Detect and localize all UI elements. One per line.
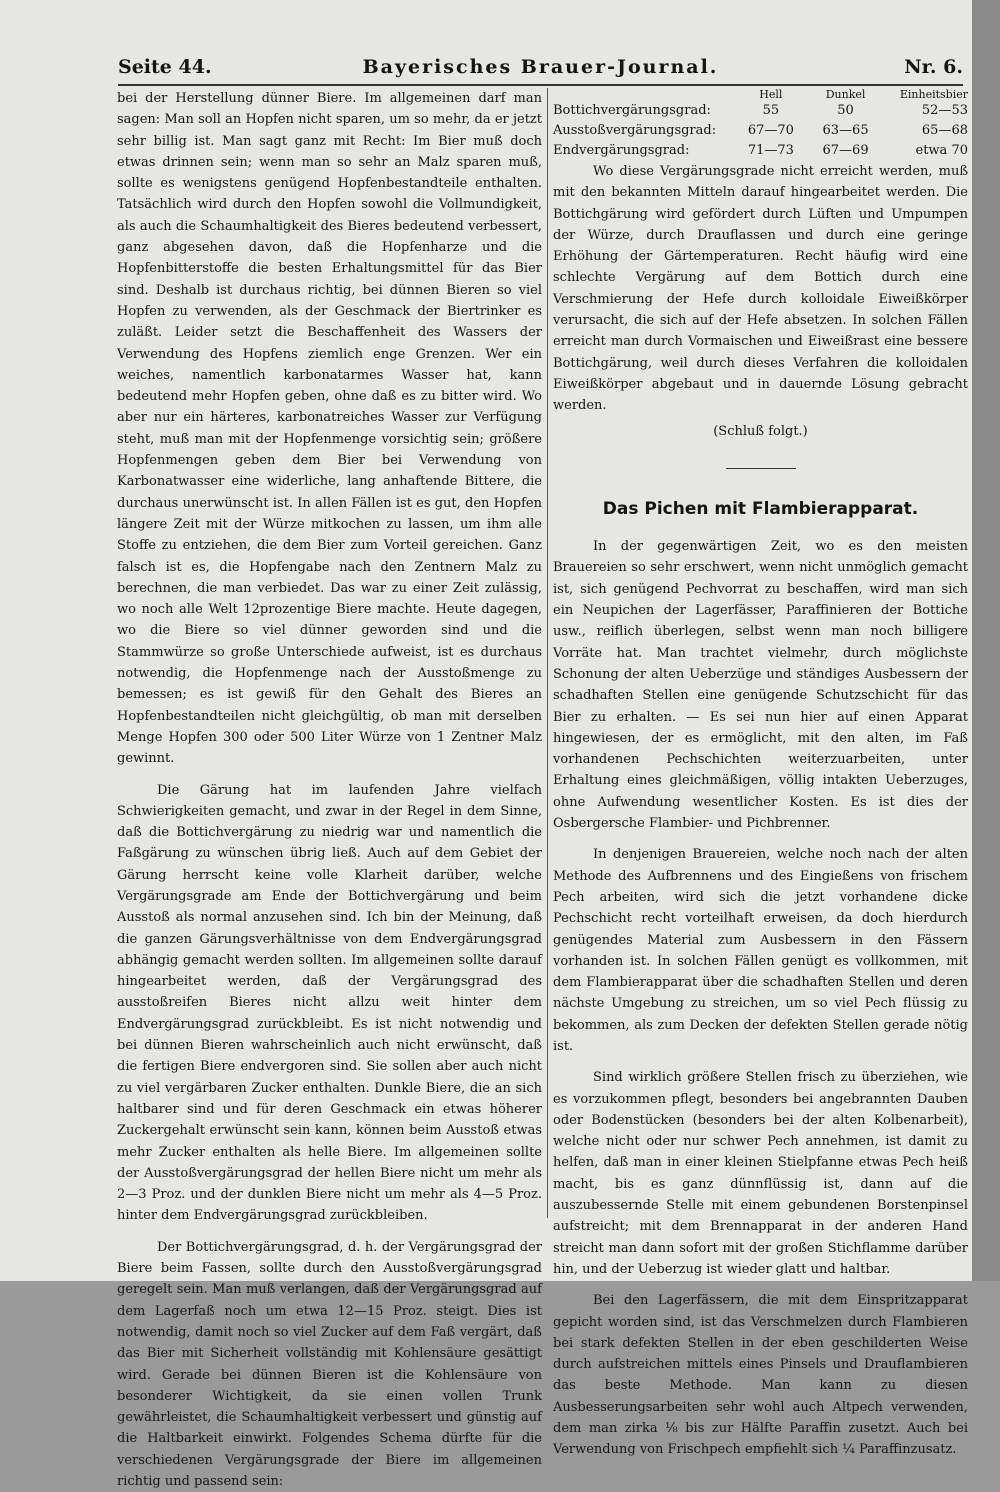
left-column <box>117 88 542 1492</box>
right-column <box>553 88 968 1461</box>
left-paragraph-3: Der Bottichvergärungsgrad, d. h. der Vergärungsgrad der Biere beim Fassen, sollte durch den Ausstoßvergärungsgrad geregelt sein. Man muß verlangen, daß der Vergärungsgrad auf dem Lagerfaß noch um etwa 12—15 Proz. steigt. Dies ist notwendig, damit noch so viel Zucker auf dem Faß vergärt, daß das Bier mit Sicherheit vollständig mit Kohlensäure gesättigt wird. Gerade bei dünnen Bieren ist die Kohlensäure von besonderer Wichtigkeit, da sie einen vollen Trunk gewährleistet, die Schaumhaltigkeit verbessert und günstig auf die Haltbarkeit einwirkt. Folgendes Schema dürfte für die verschiedenen Vergärungsgrade der Biere im allgemeinen richtig und passend sein: <box>117 1239 542 1489</box>
table-cell: Ausstoßvergärungsgrad: <box>553 123 717 138</box>
left-paragraph-1: bei der Herstellung dünner Biere. Im allgemeinen darf man sagen: Man soll an Hopfen nicht sparen, um so mehr, da er jetzt sehr billig ist. Man sagt ganz mit Recht: Im Bier muß doch etwas drinnen sein; wenn man so sehr an Malz sparen muß, sollte es wenigstens genügend Hopfenbestandteile enthalten. Tatsächlich wird durch den Hopfen sowohl die Vollmundigkeit, als auch die Schaumhaltigkeit des Bieres bedeutend verbessert, ganz abgesehen davon, daß die Hopfenharze und die Hopfenbitterstoffe die besten Erhaltungsmittel für das Bier sind. Deshalb ist durchaus richtig, bei dünnen Bieren so viel Hopfen zu verwenden, als der Geschmack der Biertrinker es zuläßt. Leider setzt die Beschaffenheit des Wassers der Verwendung des Hopfens ziemlich enge Grenzen. Wer ein weiches, namentlich karbonatarmes Wasser hat, kann bedeutend mehr Hopfen geben, ohne daß es zu bitter wird. Wo aber nur ein härteres, karbonatreiches Wasser zur Verfügung steht, muß man mit der Hopfenmenge vorsichtig sein; größere Hopfenmengen geben dem Bier bei Verwendung von Karbonatwasser eine widerliche, lang anhaftende Bittere, die durchaus unerwünscht ist. In allen Fällen ist es gut, den Hopfen längere Zeit mit der Würze mitkochen zu lassen, um ihm alle Stoffe zu entziehen, die dem Bier zum Vorteil gereichen. Ganz falsch ist es, die Hopfengabe nach den Zentnern Malz zu berechnen, die man verbiedet. Das war zu einer Zeit zulässig, wo noch alle Welt 12prozentige Biere machte. Heute dagegen, wo die Biere so viel dünner geworden sind und die Stammwürze so große Unterschiede aufweist, ist es durchaus notwendig, die Hopfenmenge nach der Ausstoßmenge zu bemessen; es ist gewiß für den Gehalt des Bieres an Hopfenbestandteilen nicht gleichgültig, ob man mit derselben Menge Hopfen 300 oder 500 Liter Würze von 1 Zentner Malz gewinnt. <box>117 91 542 767</box>
table-cell: 63—65 <box>822 123 869 138</box>
table-cell: 50 <box>837 103 854 118</box>
table-cell: 52—53 <box>921 103 968 118</box>
journal-title: Bayerisches Brauer-Journal. <box>362 56 719 78</box>
table-row <box>553 141 968 161</box>
table-cell: 65—68 <box>921 123 968 138</box>
table-header-dunkel: Dunkel <box>825 88 866 101</box>
left-paragraph-2: Die Gärung hat im laufenden Jahre vielfach Schwierigkeiten gemacht, und zwar in der Regel in dem Sinne, daß die Bottichvergärung zu niedrig war und namentlich die Faßgärung zu wünschen übrig ließ. Auch auf dem Gebiet der Gärung herrscht keine volle Klarheit darüber, welche Vergärungsgrade am Ende der Bottichvergärung und beim Ausstoß als normal anzusehen sind. Ich bin der Meinung, daß die ganzen Gärungsverhältnisse von dem Endvergärungsgrad abhängig gemacht werden sollten. Im allgemeinen sollte darauf hingearbeitet werden, daß der Vergärungsgrad des ausstoßreifen Bieres nicht allzu weit hinter dem Endvergärungsgrad zurückbleibt. Es ist nicht notwendig und bei dünnen Bieren wahrscheinlich auch nicht erwünscht, daß die fertigen Biere endvergoren sind. Sie sollen aber auch nicht zu viel vergärbaren Zucker enthalten. Dunkle Biere, die an sich haltbarer sind und für deren Geschmack ein etwas höherer Zuckergehalt erwünscht sein kann, können beim Ausstoß etwas mehr Zucker enthalten als helle Biere. Im allgemeinen sollte der Ausstoßvergärungsgrad der hellen Biere nicht um mehr als 2—3 Proz. und der dunklen Biere nicht um mehr als 4—5 Proz. hinter dem Endvergärungsgrad zurückbleiben. <box>117 782 542 1224</box>
table-cell: 67—69 <box>822 143 869 158</box>
header-rule <box>118 84 963 86</box>
table-cell: 71—73 <box>747 143 794 158</box>
page-number: Seite 44. <box>118 56 212 78</box>
section-title: Das Pichen mit Flambierapparat. <box>602 498 919 519</box>
table-header-hell: Hell <box>759 88 783 101</box>
page-edge-shadow <box>972 0 1000 1281</box>
table-row <box>553 101 968 121</box>
right-paragraph-after-table: Wo diese Vergärungsgrade nicht erreicht werden, muß mit den bekannten Mitteln darauf hingearbeitet werden. Die Bottichgärung wird gefördert durch Lüften und Umpumpen der Würze, durch Drauflassen und durch eine geringe Erhöhung der Gärtemperaturen. Recht häufig wird eine schlechte Vergärung auf dem Bottich durch eine Verschmierung der Hefe durch kolloidale Eiweißkörper verursacht, die sich auf der Hefe absetzen. In solchen Fällen erreicht man durch Vormaischen und Eiweißrast eine bessere Bottichgärung, weil durch dieses Verfahren die kolloidalen Eiweißkörper abgebaut und in dauernde Lösung gebracht werden. <box>553 164 968 414</box>
table-header-einheitsbier: Einheitsbier <box>899 88 968 101</box>
table-row <box>553 121 968 141</box>
column-divider <box>547 88 548 1218</box>
table-header-empty <box>553 88 736 101</box>
table-cell: 67—70 <box>747 123 794 138</box>
table-header-row <box>553 88 968 101</box>
page-header <box>118 56 963 84</box>
issue-number: Nr. 6. <box>904 56 963 78</box>
fermentation-degree-table <box>553 88 968 161</box>
table-cell: 55 <box>762 103 780 118</box>
right-paragraph-1: In der gegenwärtigen Zeit, wo es den meisten Brauereien so sehr erschwert, wenn nicht unmöglich gemacht ist, sich genügend Pechvorrat zu beschaffen, wird man sich ein Neupichen der Lagerfässer, Paraffinieren der Bottiche usw., reiflich überlegen, selbst wenn man noch billigere Vorräte hat. Man trachtet vielmehr, durch möglichste Schonung der alten Ueberzüge und ständiges Ausbessern der schadhaften Stellen eine genügende Schutzschicht für das Bier zu erhalten. — Es sei nun hier auf einen Apparat hingewiesen, der es ermöglicht, mit den alten, im Faß vorhandenen Pechschichten weiterzuarbeiten, unter Erhaltung eines gleichmäßigen, völlig intakten Ueberzuges, ohne Aufwendung wesentlicher Kosten. Es ist dies der Osbergersche Flambier- und Pichbrenner. <box>553 539 968 832</box>
right-paragraph-3: Sind wirklich größere Stellen frisch zu überziehen, wie es vorzukommen pflegt, besonders bei angebrannten Dauben oder Bodenstücken (besonders bei der alten Kolbenarbeit), welche nicht oder nur schwer Pech annehmen, ist damit zu helfen, daß man in einer kleinen Stielpfanne etwas Pech heiß macht, bis es ganz dünnflüssig ist, dann auf die auszubessernde Stelle mit einem gebundenen Borstenpinsel aufstreicht; mit dem Brennapparat in der anderen Hand streicht man dann sofort mit der großen Stichflamme darüber hin, und der Ueberzug ist wieder glatt und haltbar. <box>553 1070 968 1277</box>
continued-note: (Schluß folgt.) <box>713 423 808 439</box>
section-separator <box>726 468 796 469</box>
right-paragraph-4: Bei den Lagerfässern, die mit dem Einspritzapparat gepicht worden sind, ist das Verschmelzen durch Flambieren bei stark defekten Stellen in der eben geschilderten Weise durch aufstreichen mittels eines Pinsels und Drauflambieren das beste Methode. Man kann zu diesen Ausbesserungsarbeiten sehr wohl auch Altpech verwenden, dem man zirka ⅛ bis zur Hälfte Paraffin zusetzt. Auch bei Verwendung von Frischpech empfiehlt sich ¼ Paraffinzusatz. <box>553 1293 968 1458</box>
table-cell: Endvergärungsgrad: <box>553 143 690 158</box>
right-paragraph-2: In denjenigen Brauereien, welche noch nach der alten Methode des Aufbrennens und des Eingießens von frischem Pech arbeiten, wird sich die jetzt vorhandene dicke Pechschicht recht vorteilhaft erweisen, da doch hierdurch genügendes Material zum Ausbessern in den Fässern vorhanden ist. In solchen Fällen genügt es vollkommen, mit dem Flambierapparat über die schadhaften Stellen und deren nächste Umgebung zu streichen, um so viel Pech flüssig zu bekommen, als zum Decken der defekten Stellen gerade nötig ist. <box>553 847 968 1054</box>
table-cell: etwa 70 <box>915 143 968 158</box>
table-cell: Bottichvergärungsgrad: <box>553 103 711 118</box>
